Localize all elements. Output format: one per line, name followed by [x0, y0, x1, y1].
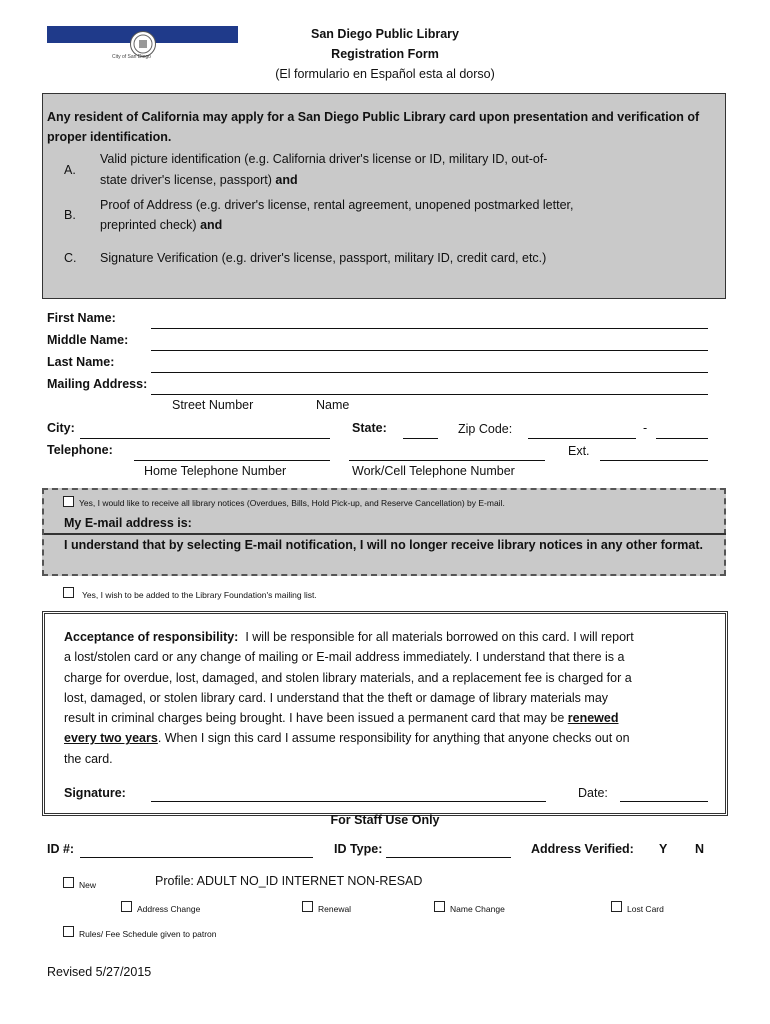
- req-b-text: preprinted check): [100, 218, 197, 232]
- date-field[interactable]: [620, 801, 708, 802]
- acceptance-line7: the card.: [64, 751, 113, 766]
- ext-label: Ext.: [568, 444, 590, 458]
- id-type-label: ID Type:: [334, 842, 383, 856]
- verified-no[interactable]: N: [695, 842, 705, 856]
- req-a-letter: A.: [64, 163, 76, 177]
- req-a-and: and: [275, 173, 298, 187]
- new-label: New: [79, 880, 97, 890]
- req-b-and: and: [200, 218, 223, 232]
- req-a-text: state driver's license, passport): [100, 173, 272, 187]
- id-field[interactable]: [80, 857, 313, 858]
- new-checkbox[interactable]: [63, 877, 74, 888]
- address-verified-label: Address Verified:: [531, 842, 634, 856]
- street-number-caption: Street Number: [172, 398, 254, 412]
- foundation-checkbox[interactable]: [63, 587, 74, 598]
- home-phone-field[interactable]: [134, 460, 330, 461]
- zip-field[interactable]: [528, 438, 636, 439]
- mailing-address-field[interactable]: [151, 394, 708, 395]
- date-label: Date:: [578, 786, 608, 800]
- req-c-letter: C.: [64, 251, 77, 265]
- req-b-line2: [100, 218, 222, 232]
- requirements-intro: Any resident of California may apply for a San Diego Public Library card upon presentation and verification of proper identification.: [47, 110, 700, 145]
- signature-label: Signature:: [64, 786, 126, 800]
- email-notice: I understand that by selecting E-mail notification, I will no longer receive library notices in any other format.: [64, 538, 704, 552]
- zip-label: Zip Code:: [458, 422, 513, 436]
- form-title: Registration Form: [331, 47, 439, 61]
- email-optin-label: Yes, I would like to receive all library notices (Overdues, Bills, Hold Pick-up, and Reserve Cancellation) by E-mail.: [79, 498, 505, 508]
- work-phone-field[interactable]: [349, 460, 545, 461]
- lost-card-checkbox[interactable]: [611, 901, 622, 912]
- renewal-checkbox[interactable]: [302, 901, 313, 912]
- ext-field[interactable]: [600, 460, 708, 461]
- zip-dash: -: [643, 421, 648, 435]
- middle-name-label: Middle Name:: [47, 333, 129, 347]
- acceptance-line5: result in criminal charges being brought. I have been issued a permanent card that may be renewed: [64, 711, 619, 726]
- req-a-line2: [100, 173, 298, 187]
- req-a-line1: Valid picture identification (e.g. California driver's license or ID, military ID, out-of-: [100, 152, 548, 166]
- logo-text: City of San Diego: [112, 54, 151, 60]
- address-change-checkbox[interactable]: [121, 901, 132, 912]
- address-change-label: Address Change: [137, 904, 201, 914]
- foundation-optin-label: Yes, I wish to be added to the Library Foundation's mailing list.: [82, 590, 317, 600]
- city-label: City:: [47, 421, 75, 435]
- lost-card-label: Lost Card: [627, 904, 664, 914]
- spanish-note: (El formulario en Español esta al dorso): [275, 67, 495, 81]
- first-name-field[interactable]: [151, 328, 708, 329]
- acceptance-line1: Acceptance of responsibility: I will be responsible for all materials borrowed on this card. I will report: [64, 630, 634, 644]
- name-change-label: Name Change: [450, 904, 505, 914]
- req-b-line1: Proof of Address (e.g. driver's license, rental agreement, unopened postmarked letter,: [100, 198, 574, 212]
- profile-options: Profile: ADULT NO_ID INTERNET NON-RESAD: [155, 874, 423, 888]
- acceptance-line4: lost, damaged, or stolen library card. I understand that the theft or damage of library materials may: [64, 690, 609, 705]
- renewed-emphasis: renewed: [567, 711, 619, 726]
- revised-date: Revised 5/27/2015: [47, 965, 152, 979]
- work-phone-caption: Work/Cell Telephone Number: [352, 464, 515, 478]
- acceptance-line6: every two years. When I sign this card I assume responsibility for anything that anyone checks out on: [64, 731, 630, 746]
- home-phone-caption: Home Telephone Number: [144, 464, 287, 478]
- middle-name-field[interactable]: [151, 350, 708, 351]
- rules-label: Rules/ Fee Schedule given to patron: [79, 929, 217, 939]
- verified-yes[interactable]: Y: [659, 842, 668, 856]
- renewal-label: Renewal: [318, 904, 352, 914]
- library-title: San Diego Public Library: [311, 27, 459, 41]
- req-c-line1: Signature Verification (e.g. driver's license, passport, military ID, credit card, etc.): [100, 251, 547, 265]
- first-name-label: First Name:: [47, 311, 116, 325]
- acceptance-text: [64, 627, 709, 769]
- last-name-label: Last Name:: [47, 355, 115, 369]
- email-address-label: My E-mail address is:: [64, 516, 192, 530]
- two-years-emphasis: every two years: [64, 731, 158, 746]
- mailing-address-label: Mailing Address:: [47, 377, 148, 391]
- street-name-caption: Name: [316, 398, 350, 412]
- rules-checkbox[interactable]: [63, 926, 74, 937]
- email-optin-checkbox[interactable]: [63, 496, 74, 507]
- signature-field[interactable]: [151, 801, 546, 802]
- staff-heading: For Staff Use Only: [330, 813, 440, 827]
- name-change-checkbox[interactable]: [434, 901, 445, 912]
- req-b-letter: B.: [64, 208, 76, 222]
- acceptance-line3: charge for overdue, lost, damaged, and stolen library materials, and a replacement fee is charged for a: [64, 670, 632, 685]
- city-field[interactable]: [80, 438, 330, 439]
- id-type-field[interactable]: [386, 857, 511, 858]
- acceptance-line2: a lost/stolen card or any change of mailing or E-mail address immediately. I understand that there is a: [64, 650, 625, 665]
- state-field[interactable]: [403, 438, 438, 439]
- id-label: ID #:: [47, 842, 75, 856]
- zip-plus4-field[interactable]: [656, 438, 708, 439]
- acceptance-heading: Acceptance of responsibility:: [64, 630, 239, 644]
- telephone-label: Telephone:: [47, 443, 113, 457]
- state-label: State:: [352, 421, 387, 435]
- last-name-field[interactable]: [151, 372, 708, 373]
